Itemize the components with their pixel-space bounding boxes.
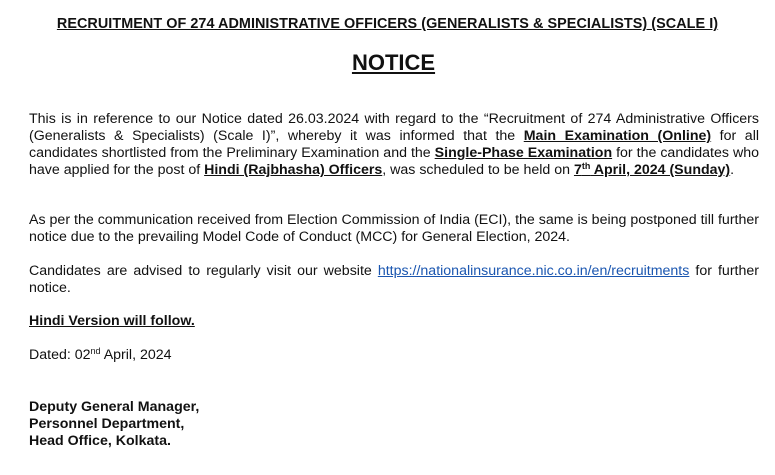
dated-suffix: nd: [90, 346, 101, 356]
dated-line: [29, 347, 759, 364]
paragraph-website-advice: [29, 263, 759, 297]
recruitment-heading: RECRUITMENT OF 274 ADMINISTRATIVE OFFICERS (GENERALISTS & SPECIALISTS) (SCALE I): [56, 16, 719, 32]
main-examination-highlight: Main Examination (Online): [523, 128, 712, 144]
p1-text-3: for the candidates who have applied for the post of: [29, 145, 759, 178]
paragraph-postponement-context: [29, 111, 759, 179]
notice-title: NOTICE: [351, 50, 436, 75]
dated-prefix: Dated: 02: [29, 347, 91, 363]
p3-text-2: for further notice.: [29, 263, 759, 296]
p1-text-1: This is in reference to our Notice dated 26.03.2024 with regard to the “Recruitment of 274 Administrative Officers (Generalists & Specialists) (Scale I)”, whereby it was informed that the: [29, 111, 759, 144]
signature-block: [29, 399, 759, 450]
p3-text-1: Candidates are advised to regularly visit our website: [29, 263, 378, 279]
dated-rest: April, 2024: [100, 347, 172, 363]
signature-designation: Deputy General Manager,: [29, 399, 200, 415]
recruitment-website-link[interactable]: https://nationalinsurance.nic.co.in/en/recruitments: [377, 263, 690, 279]
signature-office: Head Office, Kolkata.: [29, 433, 171, 449]
hindi-officers-highlight: Hindi (Rajbhasha) Officers: [204, 162, 383, 178]
hindi-version-note: Hindi Version will follow.: [29, 313, 195, 329]
paragraph-eci-postponement: As per the communication received from Election Commission of India (ECI), the same is being postponed till further notice due to the prevailing Model Code of Conduct (MCC) for General Election, 2024.: [29, 212, 759, 245]
single-phase-examination-highlight: Single-Phase Examination: [434, 145, 613, 161]
exam-date-suffix: th: [581, 161, 591, 171]
p1-text-4: , was scheduled to be held on: [382, 162, 574, 178]
p1-text-2: for all candidates shortlisted from the Preliminary Examination and the: [29, 128, 759, 161]
exam-date-highlight: [574, 162, 730, 178]
signature-department: Personnel Department,: [29, 416, 185, 432]
p1-text-5: .: [730, 162, 735, 178]
exam-date-day: 7: [573, 162, 582, 178]
exam-date-rest: April, 2024 (Sunday): [590, 162, 731, 178]
